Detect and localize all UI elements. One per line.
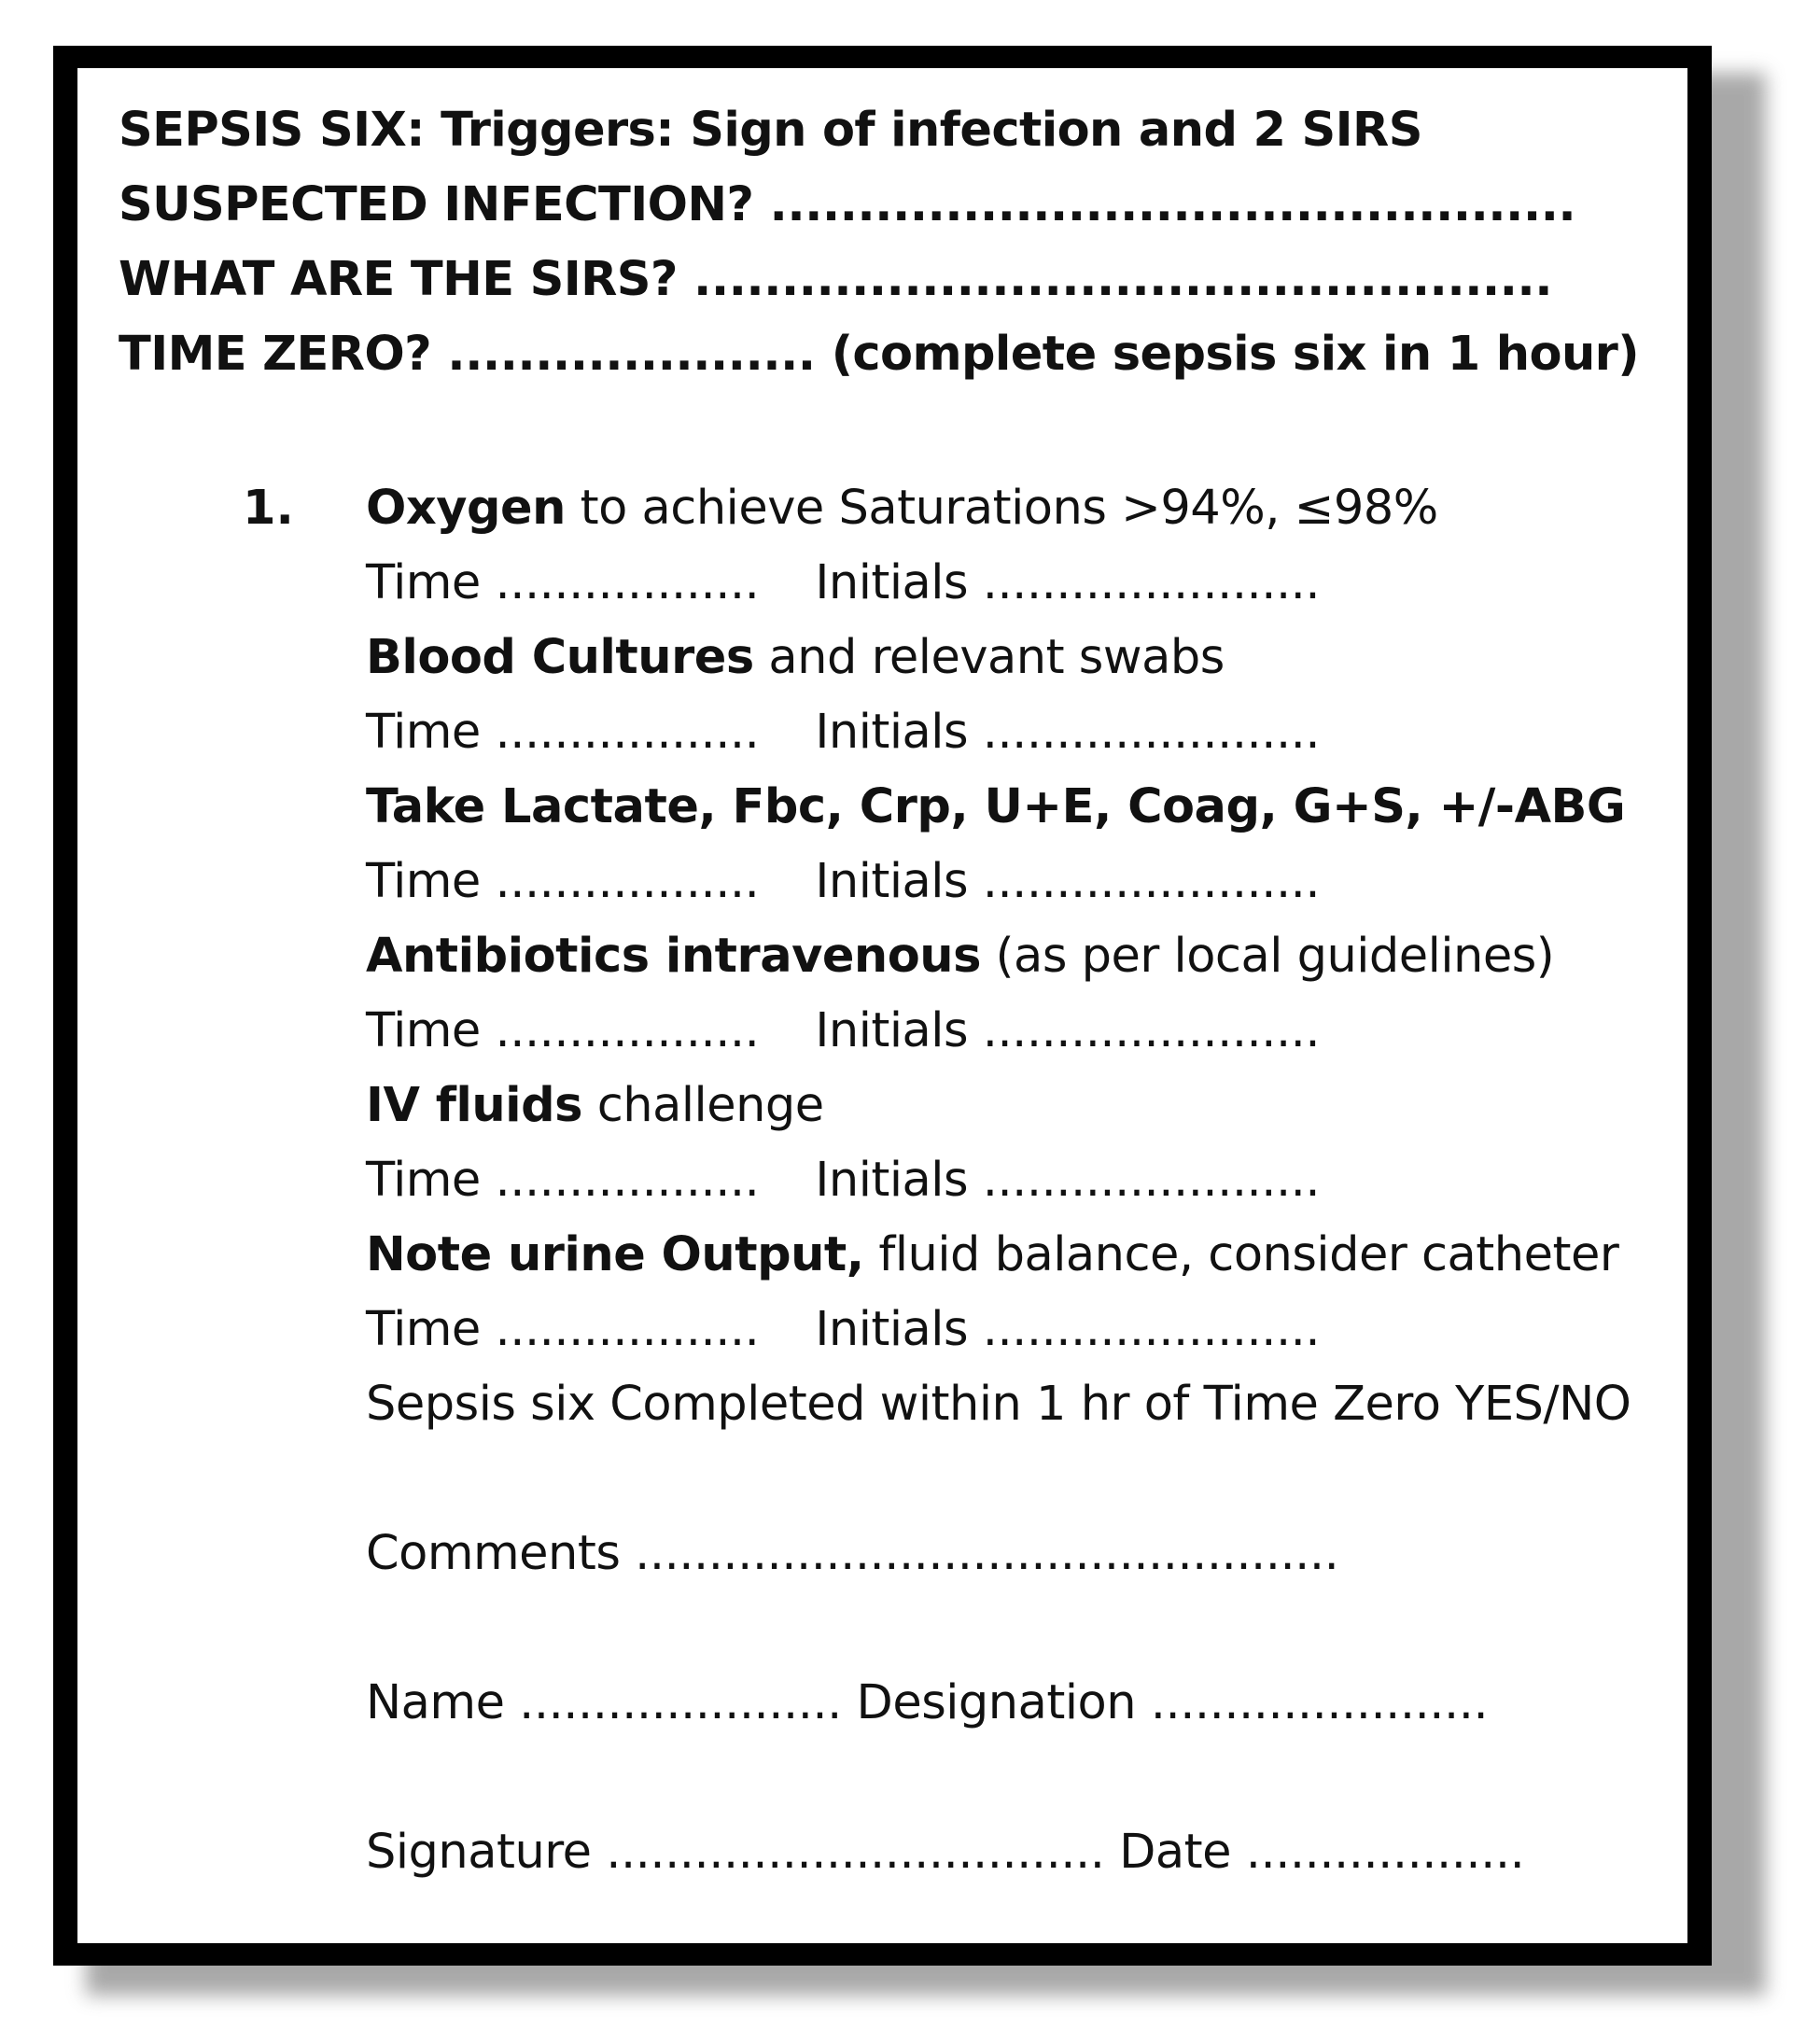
- time-zero-field: TIME ZERO? ..................... (complete sepsis six in 1 hour): [119, 327, 1639, 382]
- suspected-infection-field: SUSPECTED INFECTION? ..............................................: [119, 177, 1576, 232]
- step-bloods: [366, 770, 1631, 845]
- time-initials-row: [366, 695, 1631, 770]
- time-initials-row: [366, 1143, 1631, 1218]
- header-block: [119, 93, 1639, 392]
- step-blood-cultures: [366, 621, 1631, 695]
- time-field: Time ..................: [366, 555, 760, 610]
- name-field: Name ......................: [366, 1675, 842, 1730]
- step-oxygen: [366, 471, 1631, 546]
- step-detail: to achieve Saturations >94%, ≤98%: [565, 481, 1438, 536]
- step-detail: and relevant swabs: [753, 630, 1225, 685]
- step-antibiotics: [366, 919, 1631, 994]
- sirs-field: WHAT ARE THE SIRS? .................................................: [119, 252, 1552, 307]
- time-initials-row: [366, 845, 1631, 919]
- name-designation-row: [366, 1666, 1631, 1741]
- time-field: Time ..................: [366, 1153, 760, 1208]
- time-initials-row: [366, 1293, 1631, 1367]
- step-title: IV fluids: [366, 1078, 583, 1133]
- step-title: Note urine Output,: [366, 1227, 864, 1282]
- step-title: Antibiotics intravenous: [366, 929, 981, 984]
- initials-field: Initials .......................: [815, 555, 1321, 610]
- completion-line: Sepsis six Completed within 1 hr of Time Zero YES/NO: [366, 1377, 1631, 1432]
- time-field: Time ..................: [366, 1302, 760, 1357]
- time-initials-row: [366, 546, 1631, 621]
- time-field: Time ..................: [366, 854, 760, 909]
- time-initials-row: [366, 994, 1631, 1069]
- step-detail: challenge: [582, 1078, 824, 1133]
- initials-field: Initials .......................: [815, 1003, 1321, 1058]
- time-field: Time ..................: [366, 705, 760, 760]
- steps-list: [366, 471, 1631, 1890]
- signature-field: Signature ..................................: [366, 1825, 1105, 1880]
- date-field: Date ...................: [1119, 1825, 1525, 1880]
- step-urine-output: [366, 1218, 1631, 1293]
- step-title: Take Lactate, Fbc, Crp, U+E, Coag, G+S, +/-ABG: [366, 779, 1626, 834]
- step-title: Blood Cultures: [366, 630, 754, 685]
- initials-field: Initials .......................: [815, 854, 1321, 909]
- step-detail: (as per local guidelines): [980, 929, 1555, 984]
- initials-field: Initials .......................: [815, 1153, 1321, 1208]
- designation-field: Designation .......................: [856, 1675, 1489, 1730]
- signature-date-row: [366, 1815, 1631, 1890]
- step-detail: fluid balance, consider catheter: [863, 1227, 1619, 1282]
- initials-field: Initials .......................: [815, 705, 1321, 760]
- step-iv-fluids: [366, 1069, 1631, 1143]
- initials-field: Initials .......................: [815, 1302, 1321, 1357]
- step-title: Oxygen: [366, 481, 566, 536]
- list-number: 1.: [243, 481, 294, 536]
- header-title: SEPSIS SIX: Triggers: Sign of infection and 2 SIRS: [119, 103, 1422, 158]
- comments-field: Comments ................................................: [366, 1526, 1339, 1581]
- time-field: Time ..................: [366, 1003, 760, 1058]
